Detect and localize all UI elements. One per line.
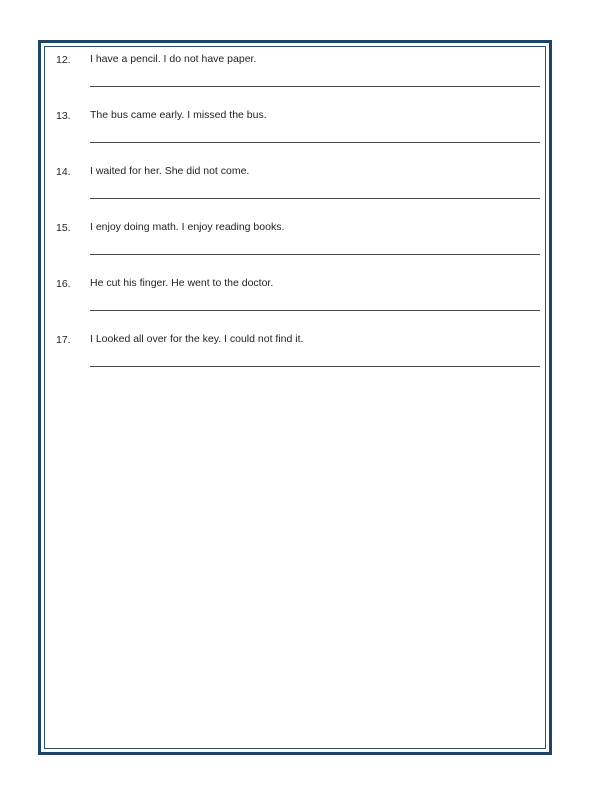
answer-blank-line[interactable] [90,254,540,255]
exercise-sentence: I waited for her. She did not come. [90,165,250,177]
exercise-prompt-row [44,332,546,347]
exercise-item [44,52,546,108]
answer-blank-line[interactable] [90,198,540,199]
exercise-item [44,164,546,220]
answer-blank-line[interactable] [90,310,540,311]
exercise-item [44,108,546,164]
exercise-sentence: The bus came early. I missed the bus. [90,109,267,121]
exercise-sentence: He cut his finger. He went to the doctor. [90,277,274,289]
exercise-prompt-row [44,164,546,179]
exercise-sentence: I Looked all over for the key. I could not find it. [90,333,304,345]
answer-blank-line[interactable] [90,142,540,143]
answer-blank-line[interactable] [90,366,540,367]
exercise-number: 14. [56,166,71,178]
exercise-prompt-row [44,276,546,291]
exercise-item [44,220,546,276]
exercise-prompt-row [44,220,546,235]
exercise-number: 13. [56,110,71,122]
exercise-list [44,46,546,388]
exercise-prompt-row [44,52,546,67]
exercise-sentence: I have a pencil. I do not have paper. [90,53,257,65]
blank-work-area [44,370,546,749]
exercise-sentence: I enjoy doing math. I enjoy reading books. [90,221,285,233]
answer-blank-line[interactable] [90,86,540,87]
exercise-item [44,276,546,332]
exercise-number: 17. [56,334,71,346]
exercise-number: 16. [56,278,71,290]
exercise-number: 15. [56,222,71,234]
exercise-prompt-row [44,108,546,123]
exercise-number: 12. [56,54,71,66]
